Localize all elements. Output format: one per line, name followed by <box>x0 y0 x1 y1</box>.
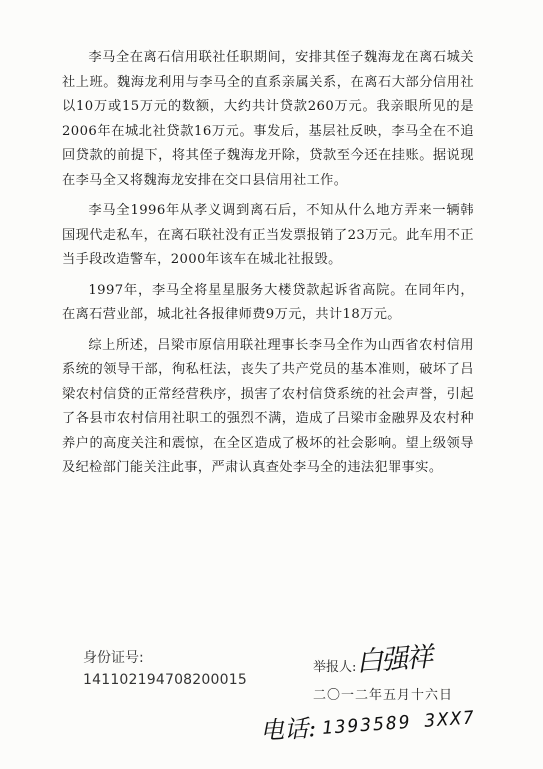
letter-body <box>62 44 474 487</box>
paragraph-2: 李马全1996年从孝义调到离石后，不知从什么地方弄来一辆韩国现代走私车，在离石联社没有正当发票报销了23万元。此车用不正当手段改造警车，2000年该车在城北社报毁。 <box>62 203 474 267</box>
id-number-value: 141102194708200015 <box>83 672 247 688</box>
phone-number: 1393589 3XX7 <box>321 707 477 739</box>
phone-label: 电话: <box>259 714 317 745</box>
letter-date: 二〇一二年五月十六日 <box>313 688 454 703</box>
reporter-signature: 白强祥 <box>355 641 433 678</box>
id-number-label: 身份证号: <box>83 650 144 666</box>
paragraph-4: 综上所述，吕梁市原信用联社理事长李马全作为山西省农村信用系统的领导干部，徇私枉法，丧失了共产党员的基本准则，破坏了吕梁农村信贷的正常经营秩序，损害了农村信贷系统的社会声誉，引起了各县市农村信用社职工的强烈不满，造成了吕梁市金融界及农村种养户的高度关注和震惊，在全区造成了极坏的社会影响。望上级领导及纪检部门能关注此事，严肃认真查处李马全的违法犯罪事实。 <box>62 337 474 475</box>
reporter-label: 举报人: <box>313 660 357 675</box>
paragraph-1: 李马全在离石信用联社任职期间，安排其侄子魏海龙在离石城关社上班。魏海龙利用与李马全的直系亲属关系，在离石大部分信用社以10万或15万元的数额，大约共计贷款260万元。我亲眼所见的是2006年在城北社贷款16万元。事发后，基层社反映，李马全在不追回贷款的前提下，将其侄子魏海龙开除，贷款至今还在挂账。据说现在李马全又将魏海龙安排在交口县信用社工作。 <box>62 50 474 188</box>
paragraph-3: 1997年，李马全将星星服务大楼贷款起诉省高院。在同年内，在离石营业部，城北社各报律师费9万元，共计18万元。 <box>62 282 474 322</box>
